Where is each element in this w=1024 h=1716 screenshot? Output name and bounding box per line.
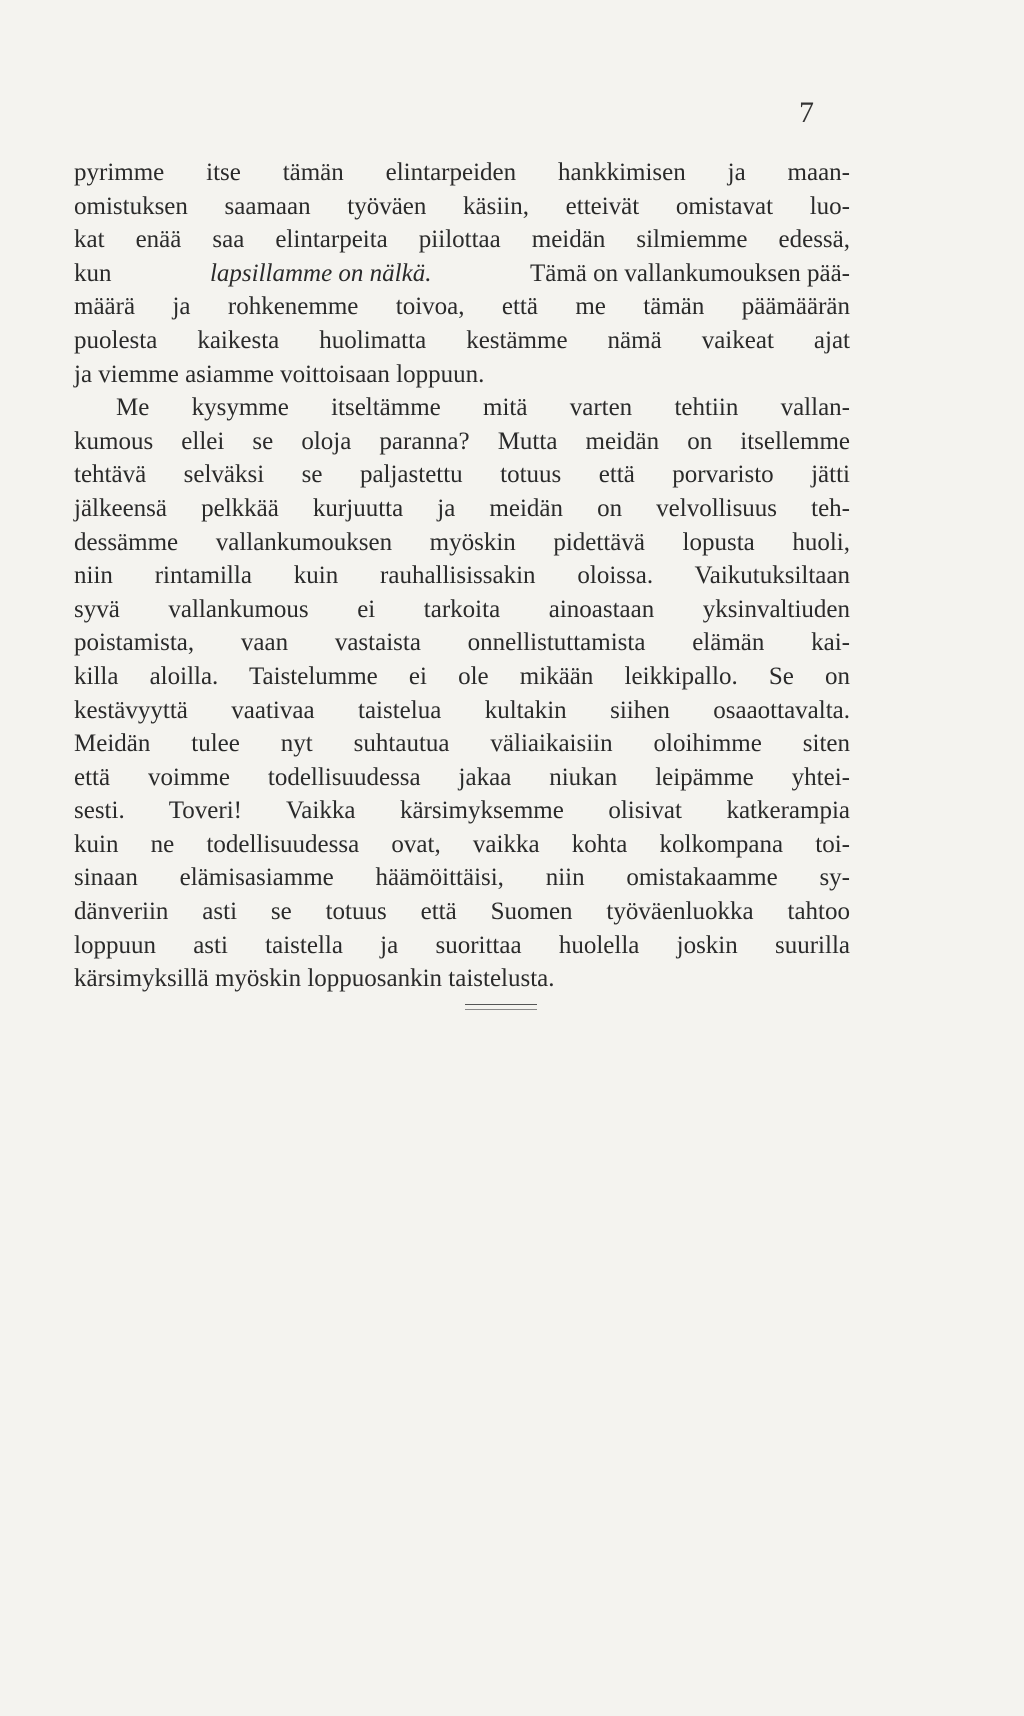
text-line: ja viemme asiamme voittoisaan loppuun. [74, 360, 485, 388]
text-line: dessämme vallankumouksen myöskin pidettävä lopusta huoli, [74, 528, 850, 556]
text-line: poistamista, vaan vastaista onnellistuttamista elämän kai- [74, 629, 850, 657]
text-line: omistuksen saamaan työväen käsiin, etteivät omistavat luo- [74, 192, 850, 220]
text-fragment: Tämä on vallankumouksen pää- [529, 259, 850, 287]
divider-rule [465, 1004, 537, 1005]
text-line: kumous ellei se oloja paranna? Mutta meidän on itsellemme [74, 427, 850, 455]
text-line: Meidän tulee nyt suhtautua väliaikaisiin oloihimme siten [74, 730, 850, 758]
text-line: loppuun asti taistella ja suorittaa huolella joskin suurilla [74, 931, 850, 959]
text-line: määrä ja rohkenemme toivoa, että me tämän päämäärän [74, 293, 850, 321]
text-line: kestävyyttä vaativaa taistelua kultakin siihen osaaottavalta. [74, 696, 850, 724]
text-fragment: kun [74, 259, 112, 287]
page-number: 7 [799, 96, 814, 129]
italic-phrase: lapsillamme on nälkä. [209, 259, 432, 287]
text-line: niin rintamilla kuin rauhallisissakin oloissa. Vaikutuksiltaan [74, 562, 850, 590]
text-line: puolesta kaikesta huolimatta kestämme nämä vaikeat ajat [74, 326, 850, 354]
divider-rule [465, 1009, 537, 1010]
text-line: tehtävä selväksi se paljastettu totuus että porvaristo jätti [74, 461, 850, 489]
text-line: sesti. Toveri! Vaikka kärsimyksemme olisivat katkerampia [74, 797, 850, 825]
text-line: syvä vallankumous ei tarkoita ainoastaan yksinvaltiuden [74, 595, 850, 623]
text-line: sinaan elämisasiamme häämöittäisi, niin omistakaamme sy- [74, 864, 850, 892]
text-line [74, 257, 850, 291]
text-line: pyrimme itse tämän elintarpeiden hankkimisen ja maan- [74, 159, 850, 186]
text-line: kuin ne todellisuudessa ovat, vaikka kohta kolkompana toi- [74, 830, 850, 858]
text-line: että voimme todellisuudessa jakaa niukan leipämme yhtei- [74, 763, 850, 791]
text-line: killa aloilla. Taistelumme ei ole mikään leikkipallo. Se on [74, 662, 850, 690]
text-line: kat enää saa elintarpeita piilottaa meidän silmiemme edessä, [74, 226, 850, 254]
text-line: kärsimyksillä myöskin loppuosankin taistelusta. [74, 965, 555, 993]
text-line: dänveriin asti se totuus että Suomen työväenluokka tahtoo [74, 898, 850, 926]
body-text [74, 156, 850, 996]
text-line: jälkeensä pelkkää kurjuutta ja meidän on velvollisuus teh- [74, 494, 850, 522]
text-line: Me kysymme itseltämme mitä varten tehtiin vallan- [116, 394, 850, 422]
